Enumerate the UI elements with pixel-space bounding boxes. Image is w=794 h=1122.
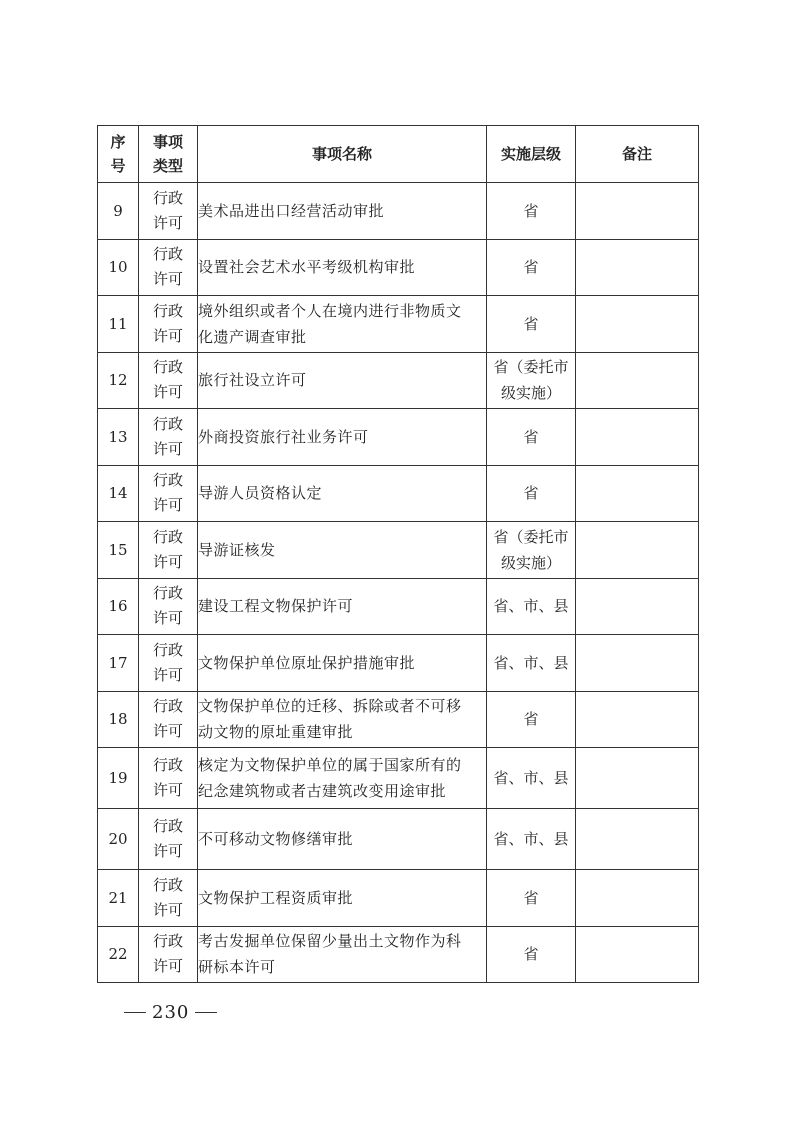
row-note (576, 522, 699, 579)
row-type-line: 许可 (152, 552, 183, 571)
row-note (576, 578, 699, 635)
row-level (487, 748, 576, 809)
row-note (576, 748, 699, 809)
row-type-line: 行政 (152, 932, 183, 951)
row-name (198, 635, 487, 692)
row-level (487, 522, 576, 579)
table-body (98, 183, 699, 983)
row-name-line: 文物保护单位的迁移、拆除或者不可移 (198, 697, 462, 716)
row-type-line: 行政 (152, 301, 183, 320)
row-note (576, 239, 699, 296)
row-seq: 9 (98, 183, 139, 240)
row-type (139, 635, 198, 692)
row-type-line: 许可 (152, 326, 183, 345)
table-row (98, 352, 699, 409)
row-note (576, 809, 699, 870)
row-seq: 13 (98, 409, 139, 466)
row-type-line: 许可 (152, 383, 183, 402)
table-row (98, 926, 699, 983)
row-seq: 17 (98, 635, 139, 692)
row-level (487, 296, 576, 353)
row-type-line: 行政 (152, 817, 183, 835)
row-type (139, 409, 198, 466)
row-name-line: 建设工程文物保护许可 (198, 597, 354, 616)
row-level (487, 409, 576, 466)
header-level: 实施层级 (487, 126, 576, 183)
row-type (139, 578, 198, 635)
table-row (98, 296, 699, 353)
row-level (487, 183, 576, 240)
row-type-line: 许可 (152, 781, 183, 799)
row-name (198, 870, 487, 927)
table-row (98, 522, 699, 579)
row-level-line: 省 (523, 427, 539, 446)
row-type (139, 522, 198, 579)
row-note (576, 409, 699, 466)
row-type (139, 296, 198, 353)
row-note (576, 691, 699, 748)
row-name-line: 导游证核发 (198, 540, 276, 559)
row-name (198, 409, 487, 466)
table-row (98, 809, 699, 870)
row-level-line: 省 (523, 710, 539, 729)
row-level-line: 省、市、县 (493, 597, 569, 616)
row-type-line: 行政 (152, 697, 183, 716)
row-level-line: 省 (523, 314, 539, 333)
header-note: 备注 (576, 126, 699, 183)
row-seq: 11 (98, 296, 139, 353)
row-name-line: 不可移动文物修缮审批 (198, 830, 354, 848)
row-type-line: 许可 (152, 439, 183, 458)
row-name (198, 809, 487, 870)
table-row (98, 691, 699, 748)
row-note (576, 870, 699, 927)
row-type-line: 许可 (152, 213, 183, 232)
row-type-line: 许可 (152, 270, 183, 289)
row-type-line: 行政 (152, 527, 183, 546)
row-seq: 18 (98, 691, 139, 748)
row-name-line: 文物保护单位原址保护措施审批 (198, 653, 416, 672)
row-level-line: 省（委托市 (493, 527, 569, 546)
row-type-line: 许可 (152, 957, 183, 976)
row-name (198, 578, 487, 635)
row-level (487, 870, 576, 927)
row-level-line: 省 (523, 258, 539, 277)
row-type-line: 行政 (152, 358, 183, 377)
row-level (487, 809, 576, 870)
row-name (198, 926, 487, 983)
row-level-line: 级实施） (500, 384, 561, 403)
row-type-line: 许可 (152, 722, 183, 741)
row-type-line: 行政 (152, 188, 183, 207)
row-level-line: 省（委托市 (493, 358, 569, 377)
row-name (198, 239, 487, 296)
table-header (98, 126, 699, 183)
table-row (98, 635, 699, 692)
footer-dash-left (124, 1012, 146, 1013)
row-seq: 16 (98, 578, 139, 635)
header-seq: 序 号 (98, 126, 139, 183)
row-level-line: 省、市、县 (493, 769, 569, 787)
row-name-line: 化遗产调查审批 (198, 327, 307, 346)
row-note (576, 465, 699, 522)
row-name-line: 导游人员资格认定 (198, 484, 323, 503)
row-type-line: 许可 (152, 496, 183, 515)
row-level (487, 239, 576, 296)
row-seq: 20 (98, 809, 139, 870)
row-type-line: 行政 (152, 471, 183, 490)
row-name-line: 境外组织或者个人在境内进行非物质文 (198, 301, 462, 320)
row-note (576, 635, 699, 692)
row-name (198, 296, 487, 353)
row-type-line: 许可 (152, 665, 183, 684)
table-row (98, 409, 699, 466)
row-seq: 14 (98, 465, 139, 522)
table-row (98, 870, 699, 927)
row-type-line: 行政 (152, 584, 183, 603)
row-name-line: 纪念建筑物或者古建筑改变用途审批 (198, 782, 447, 800)
row-level (487, 578, 576, 635)
row-level (487, 635, 576, 692)
header-row (98, 126, 699, 183)
row-seq: 21 (98, 870, 139, 927)
table-row (98, 748, 699, 809)
row-name-line: 旅行社设立许可 (198, 371, 307, 390)
administrative-items-table (97, 125, 699, 983)
footer-dash-right (195, 1012, 217, 1013)
row-name (198, 748, 487, 809)
row-name-line: 研标本许可 (198, 958, 276, 977)
row-name-line: 外商投资旅行社业务许可 (198, 427, 369, 446)
row-type-line: 许可 (152, 609, 183, 628)
row-type-line: 行政 (152, 756, 183, 774)
row-name (198, 522, 487, 579)
header-type: 事项 类型 (139, 126, 198, 183)
row-type (139, 809, 198, 870)
page-number: 230 (152, 1002, 190, 1023)
row-seq: 15 (98, 522, 139, 579)
table-row (98, 578, 699, 635)
row-note (576, 183, 699, 240)
row-level-line: 省 (523, 201, 539, 220)
row-note (576, 352, 699, 409)
row-seq: 22 (98, 926, 139, 983)
row-level (487, 926, 576, 983)
row-type (139, 352, 198, 409)
row-note (576, 296, 699, 353)
row-level-line: 省 (523, 484, 539, 503)
row-type-line: 行政 (152, 414, 183, 433)
row-name (198, 183, 487, 240)
row-type (139, 926, 198, 983)
row-level-line: 省、市、县 (493, 653, 569, 672)
row-name (198, 691, 487, 748)
row-name-line: 设置社会艺术水平考级机构审批 (198, 258, 416, 277)
row-level (487, 465, 576, 522)
row-name-line: 美术品进出口经营活动审批 (198, 201, 385, 220)
row-level-line: 省 (523, 945, 539, 964)
row-type (139, 748, 198, 809)
row-level-line: 省、市、县 (493, 830, 569, 848)
row-seq: 10 (98, 239, 139, 296)
row-level (487, 352, 576, 409)
row-type-line: 行政 (152, 640, 183, 659)
row-seq: 12 (98, 352, 139, 409)
row-type (139, 465, 198, 522)
row-level-line: 省 (523, 888, 539, 907)
row-type (139, 870, 198, 927)
table-row (98, 183, 699, 240)
row-type (139, 691, 198, 748)
row-name-line: 文物保护工程资质审批 (198, 888, 354, 907)
row-note (576, 926, 699, 983)
header-name: 事项名称 (198, 126, 487, 183)
row-type (139, 183, 198, 240)
row-name-line: 动文物的原址重建审批 (198, 723, 354, 742)
table-row (98, 239, 699, 296)
page-footer (118, 1002, 223, 1023)
row-level (487, 691, 576, 748)
table-row (98, 465, 699, 522)
row-name-line: 考古发掘单位保留少量出土文物作为科 (198, 932, 462, 951)
row-type-line: 许可 (152, 842, 183, 860)
row-name (198, 352, 487, 409)
row-type-line: 行政 (152, 875, 183, 894)
row-name (198, 465, 487, 522)
row-seq: 19 (98, 748, 139, 809)
row-type-line: 行政 (152, 245, 183, 264)
row-type-line: 许可 (152, 900, 183, 919)
row-name-line: 核定为文物保护单位的属于国家所有的 (198, 756, 462, 774)
row-level-line: 级实施） (500, 553, 561, 572)
row-type (139, 239, 198, 296)
